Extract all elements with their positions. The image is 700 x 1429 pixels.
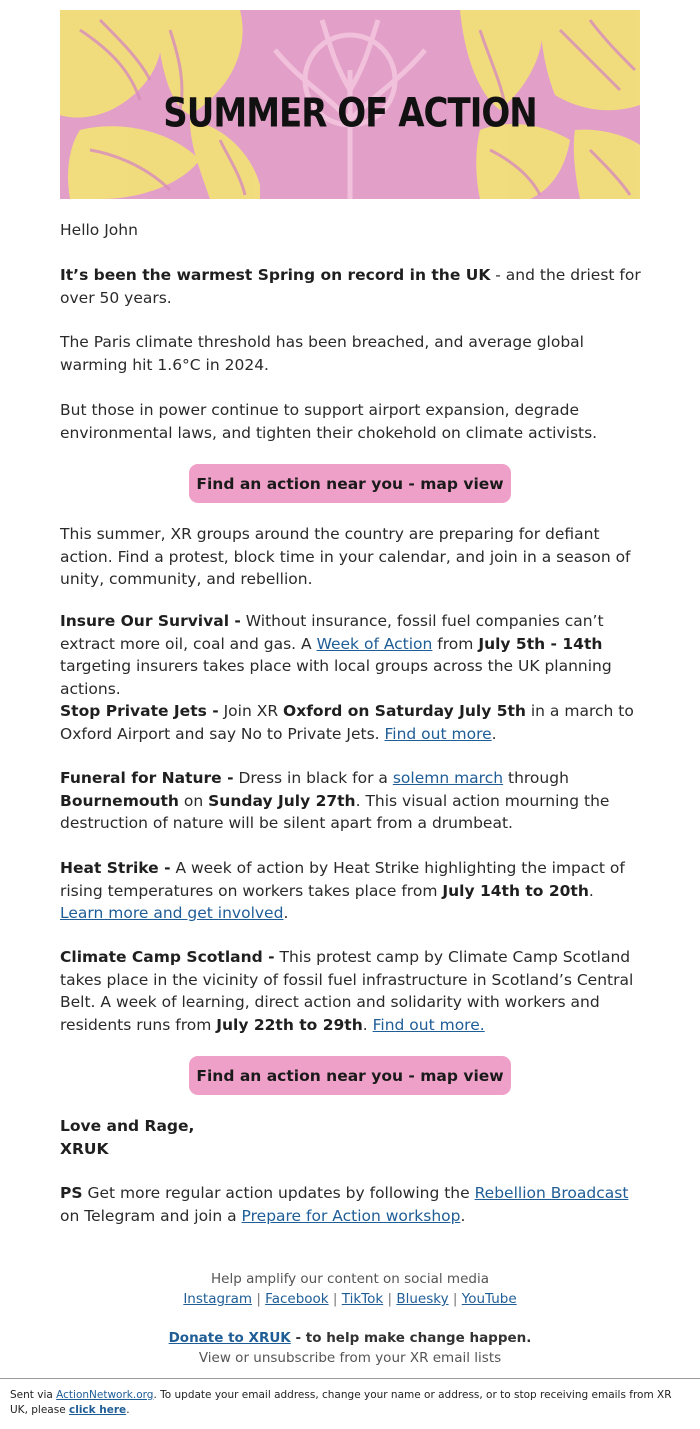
- funeral-text-1: Dress in black for a: [233, 769, 393, 787]
- donate-line: [0, 1328, 700, 1348]
- prepare-for-action-link[interactable]: Prepare for Action workshop: [241, 1206, 461, 1225]
- jets-text-2: in a march to Oxford Airport and say No to Private Jets.: [60, 702, 634, 743]
- paris-paragraph: The Paris climate threshold has been breached, and average global warming hit 1.6°C in 2024.: [60, 333, 584, 374]
- camp-text-2: .: [362, 1015, 373, 1034]
- ps-text-3: .: [460, 1206, 466, 1225]
- banner-title: SUMMER OF ACTION: [163, 90, 537, 138]
- social-footer: [0, 1269, 700, 1309]
- signoff-line2: XRUK: [60, 1139, 109, 1158]
- ps-text-2: on Telegram and join a: [60, 1206, 242, 1225]
- summer-of-action-banner: [60, 10, 640, 199]
- youtube-link[interactable]: YouTube: [461, 1291, 517, 1307]
- ps-label: PS: [60, 1184, 83, 1202]
- bluesky-link[interactable]: Bluesky: [396, 1291, 449, 1307]
- camp-find-out-more-link[interactable]: Find out more.: [372, 1015, 485, 1034]
- click-here-link[interactable]: click here: [69, 1404, 127, 1416]
- signoff: [60, 1115, 642, 1160]
- jets-text-1: Join XR: [218, 702, 284, 720]
- heat-text-3: .: [283, 904, 289, 922]
- funeral-text-3: on: [178, 791, 209, 810]
- donate-link[interactable]: Donate to XRUK: [168, 1330, 291, 1346]
- solemn-march-link[interactable]: solemn march: [392, 769, 504, 787]
- facebook-link[interactable]: Facebook: [265, 1291, 329, 1307]
- find-action-button-top[interactable]: Find an action near you - map view: [189, 464, 511, 503]
- camp-dates: July 22th to 29th: [216, 1015, 363, 1034]
- legal-text-1: Sent via: [10, 1389, 57, 1401]
- amplify-text: Help amplify our content on social media: [211, 1271, 489, 1287]
- find-action-button-bottom[interactable]: Find an action near you - map view: [189, 1056, 511, 1095]
- manage-lists-link[interactable]: View or unsubscribe from your XR email lists: [198, 1350, 502, 1366]
- insure-text-1: Without insurance, fossil fuel companies can’t extract more oil, coal and gas. A: [60, 612, 604, 653]
- insure-title: Insure Our Survival -: [60, 612, 241, 630]
- climate-camp-scotland: [60, 946, 642, 1036]
- heat-text-1: A week of action by Heat Strike highlighting the impact of rising temperatures on workers takes place from: [60, 859, 625, 900]
- heat-text-2: .: [588, 881, 594, 900]
- heat-title: Heat Strike -: [60, 859, 171, 877]
- summer-paragraph: This summer, XR groups around the country are preparing for defiant action. Find a protest, block time in your calendar, and join in a season of unity, community, and rebellion.: [60, 525, 631, 588]
- instagram-link[interactable]: Instagram: [183, 1291, 253, 1307]
- week-of-action-link[interactable]: Week of Action: [316, 634, 433, 653]
- funeral-when: Sunday July 27th: [208, 791, 356, 810]
- funeral-text-2: through: [503, 769, 569, 787]
- legal-text-3: .: [126, 1404, 130, 1416]
- separator: |: [387, 1291, 393, 1307]
- legal-text-2: . To update your email address, change your name or address, or to stop receiving emails from XR UK, please: [10, 1389, 672, 1416]
- separator: |: [332, 1291, 338, 1307]
- jets-text-3: .: [491, 724, 497, 743]
- tiktok-link[interactable]: TikTok: [341, 1291, 384, 1307]
- learn-more-link[interactable]: Learn more and get involved: [60, 904, 284, 922]
- ps-paragraph: [60, 1182, 642, 1227]
- signoff-line1: Love and Rage,: [60, 1117, 195, 1135]
- intro-bold: It’s been the warmest Spring on record in the UK: [60, 266, 491, 284]
- legal-text: [0, 1379, 700, 1418]
- stop-private-jets: [60, 700, 642, 745]
- jets-find-out-more-link[interactable]: Find out more: [384, 724, 492, 743]
- insure-our-survival: [60, 610, 642, 700]
- separator: |: [452, 1291, 458, 1307]
- insure-text-3: targeting insurers takes place with local groups across the UK planning actions.: [60, 657, 612, 698]
- funeral-for-nature: [60, 767, 642, 835]
- camp-text-1: This protest camp by Climate Camp Scotland takes place in the vicinity of fossil fuel infrastructure in Scotland’s Central Belt. A week of learning, direct action and solidarity with workers and residents runs from: [60, 948, 634, 1034]
- legal-footer: [0, 1378, 700, 1429]
- greeting: Hello John: [60, 221, 138, 239]
- rebellion-broadcast-link[interactable]: Rebellion Broadcast: [474, 1184, 629, 1202]
- ps-text-1: Get more regular action updates by following the: [82, 1184, 475, 1202]
- social-links: [0, 1289, 700, 1309]
- camp-title: Climate Camp Scotland -: [60, 948, 275, 966]
- insure-text-2: from: [432, 634, 479, 653]
- power-paragraph: But those in power continue to support airport expansion, degrade environmental laws, and tighten their chokehold on climate activists.: [60, 401, 598, 442]
- donate-footer: [0, 1328, 700, 1368]
- insure-dates: July 5th - 14th: [478, 634, 603, 653]
- separator: |: [256, 1291, 261, 1307]
- funeral-where: Bournemouth: [60, 791, 179, 810]
- intro-rest: - and the driest for over 50 years.: [60, 266, 641, 307]
- heat-strike: [60, 857, 642, 925]
- intro-paragraph: [60, 264, 642, 309]
- jets-where: Oxford on Saturday July 5th: [283, 702, 526, 720]
- donate-rest: - to help make change happen.: [290, 1330, 532, 1346]
- heat-dates: July 14th to 20th: [442, 881, 589, 900]
- funeral-title: Funeral for Nature -: [60, 769, 234, 787]
- jets-title: Stop Private Jets -: [60, 702, 219, 720]
- funeral-text-4: . This visual action mourning the destruction of nature will be silent apart from a drumbeat.: [60, 791, 610, 832]
- actionnetwork-link[interactable]: ActionNetwork.org: [56, 1389, 154, 1401]
